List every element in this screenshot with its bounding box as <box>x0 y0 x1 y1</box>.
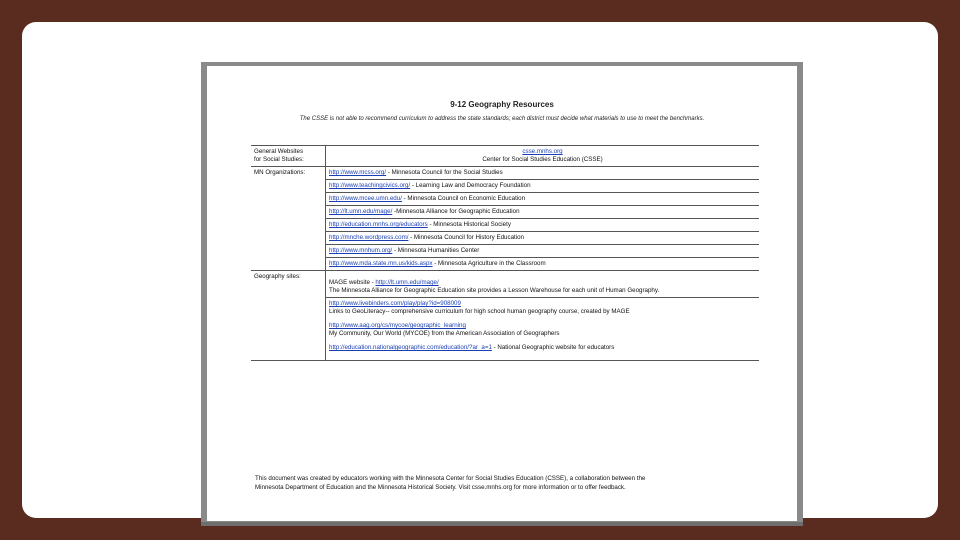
table-row-geo-links: http://www.livebinders.com/play/play?id=908009 Links to GeoLiteracy-- comprehensive curriculum for high school human geography course, created by MAGE http://www.aag.org/cs/mycoe/geographic_learning My Community, Our World (MYCOE) from the American Association of Geographers http://education.nationalgeographic.com/education/?ar_a=1 - National Geographic website for educators <box>251 298 759 361</box>
slide-background <box>22 22 938 518</box>
document-subtitle: The CSSE is not able to recommend curriculum to address the state standards; each district must decide what materials to use to meet the benchmarks. <box>299 116 705 122</box>
org-link[interactable]: http://www.teachingcivics.org/ <box>329 182 411 189</box>
org-link[interactable]: http://www.mcss.org/ <box>329 169 387 176</box>
table-row: http://www.mnhum.org/ - Minnesota Humanities Center <box>251 245 759 258</box>
geo-link[interactable]: http://www.livebinders.com/play/play?id=908009 <box>329 300 461 307</box>
table-row: http://www.mda.state.mn.us/kids.aspx - Minnesota Agriculture in the Classroom <box>251 258 759 271</box>
table-row: MN Organizations: http://www.mcss.org/ - Minnesota Council for the Social Studies <box>251 167 759 180</box>
table-row: http://education.mnhs.org/educators - Minnesota Historical Society <box>251 219 759 232</box>
org-link[interactable]: http://www.mda.state.mn.us/kids.aspx <box>329 260 433 267</box>
table-row: http://www.teachingcivics.org/ - Learning Law and Democracy Foundation <box>251 180 759 193</box>
geo-link[interactable]: http://www.aag.org/cs/mycoe/geographic_learning <box>329 322 466 329</box>
mn-organizations-label: MN Organizations: <box>251 167 326 271</box>
resources-table <box>251 145 759 361</box>
org-link[interactable]: http://www.mnhum.org/ <box>329 247 393 254</box>
document-footer: This document was created by educators working with the Minnesota Center for Social Studies Education (CSSE), a collaboration between the Minnesota Department of Education and the Minnesota Historical Society. Visit csse.mnhs.org for more information or to offer feedback. <box>255 475 646 491</box>
mage-link[interactable]: http://lt.umn.edu/mage/ <box>375 279 439 286</box>
table-row: http://mnche.wordpress.com/ - Minnesota Council for History Education <box>251 232 759 245</box>
mage-description: The Minnesota Alliance for Geographic Education site provides a Lesson Warehouse for each unit of Human Geography. <box>329 287 660 294</box>
geo-link[interactable]: http://education.nationalgeographic.com/education/?ar_a=1 <box>329 344 492 351</box>
frame-shadow <box>201 522 803 526</box>
org-link[interactable]: http://www.mcee.umn.edu/ <box>329 195 402 202</box>
document-title: 9-12 Geography Resources <box>450 100 554 109</box>
table-row: http://www.mcee.umn.edu/ - Minnesota Council on Economic Education <box>251 193 759 206</box>
geography-sites-label: Geography sites: <box>251 271 326 361</box>
table-row: http://lt.umn.edu/mage/ -Minnesota Alliance for Geographic Education <box>251 206 759 219</box>
org-link[interactable]: http://mnche.wordpress.com/ <box>329 234 409 241</box>
org-link[interactable]: http://lt.umn.edu/mage/ <box>329 208 393 215</box>
csse-link[interactable]: csse.mnhs.org <box>522 148 563 155</box>
table-row-mage: Geography sites: MAGE website - http://lt.umn.edu/mage/ The Minnesota Alliance for Geographic Education site provides a Lesson Warehouse for each unit of Human Geography. <box>251 271 759 298</box>
document-page <box>207 66 797 521</box>
table-row-general <box>251 146 759 167</box>
csse-description: Center for Social Studies Education (CSSE) <box>482 156 603 163</box>
org-link[interactable]: http://education.mnhs.org/educators <box>329 221 428 228</box>
document-image-frame <box>201 62 803 526</box>
general-label: General Websites for Social Studies: <box>251 146 326 167</box>
